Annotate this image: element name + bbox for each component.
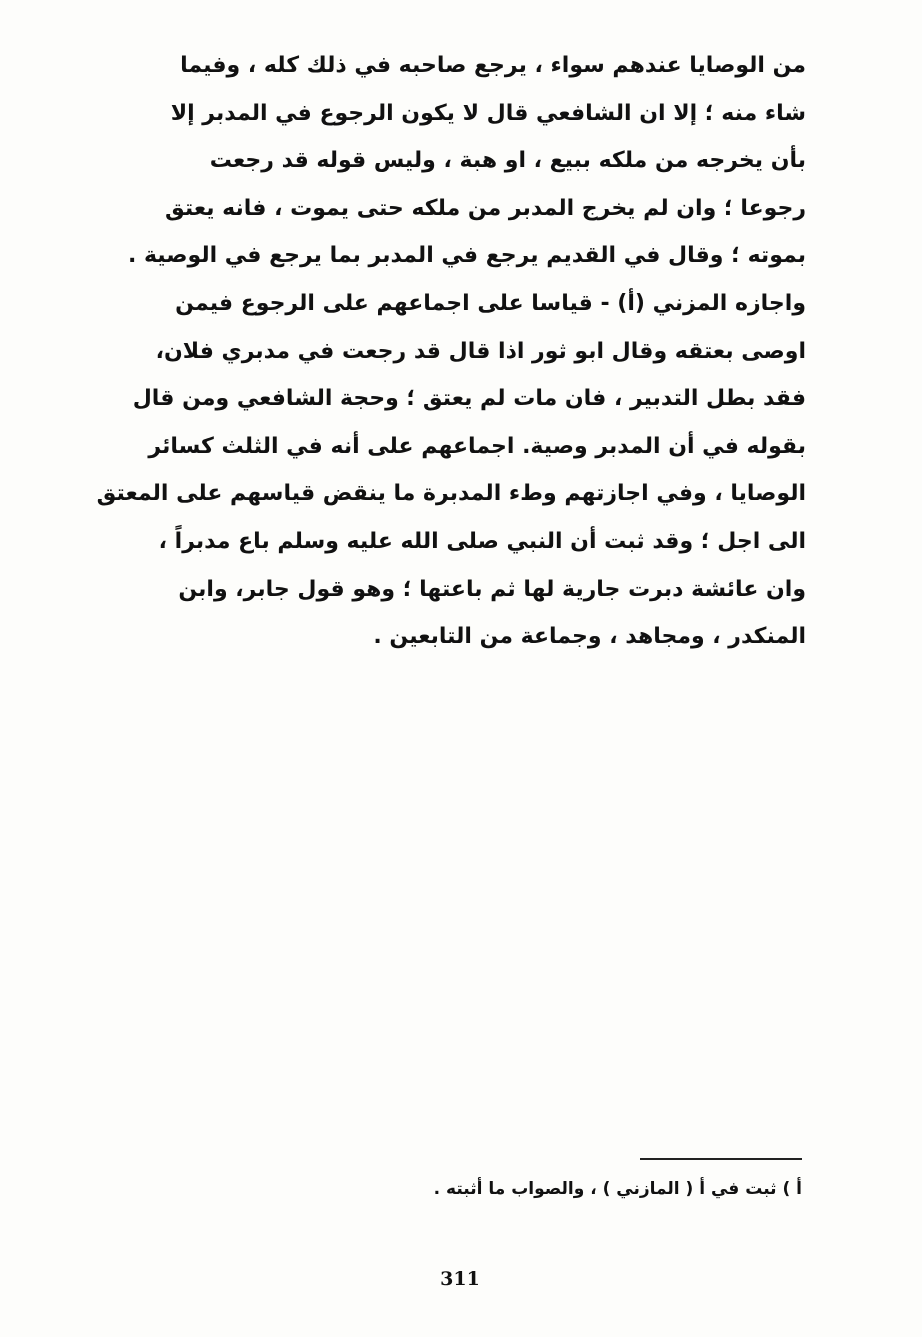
footnote-divider [640,1158,802,1160]
text-line: بموته ؛ وقال في القديم يرجع في المدبر بما يرجع في الوصية . [127,243,806,269]
page-number: 311 [440,1268,480,1290]
text-line: الى اجل ؛ وقد ثبت أن النبي صلى الله عليه وسلم باع مدبراً ، [158,528,806,554]
text-line: فقد بطل التدبير ، فان مات لم يعتق ؛ وحجة الشافعي ومن قال [132,386,806,412]
text-line: من الوصايا عندهم سواء ، يرجع صاحبه في ذلك كله ، وفيما [180,53,806,78]
text-line: وان عائشة دبرت جارية لها ثم باعتها ؛ وهو قول جابر، وابن [178,576,806,602]
text-line: رجوعا ؛ وان لم يخرج المدبر من ملكه حتى يموت ، فانه يعتق [165,195,806,221]
text-line: بقوله في أن المدبر وصية. اجماعهم على أنه في الثلث كسائر [148,433,806,459]
body-text [96,42,806,661]
text-line: واجازه المزني (أ) - قياسا على اجماعهم على الرجوع فيمن [175,290,806,316]
text-line: شاء منه ؛ إلا ان الشافعي قال لا يكون الرجوع في المدبر إلا [170,100,806,126]
text-line: اوصى بعتقه وقال ابو ثور اذا قال قد رجعت في مدبري فلان، [155,338,806,364]
text-line: الوصايا ، وفي اجازتهم وطء المدبرة ما ينقض قياسهم على المعتق [96,481,806,507]
text-line: المنكدر ، ومجاهد ، وجماعة من التابعين . [373,624,806,650]
text-line: بأن يخرجه من ملكه ببيع ، او هبة ، وليس قوله قد رجعت [209,148,806,174]
footnote: أ ) ثبت في أ ( المازني ) ، والصواب ما أثبته . [433,1179,802,1199]
